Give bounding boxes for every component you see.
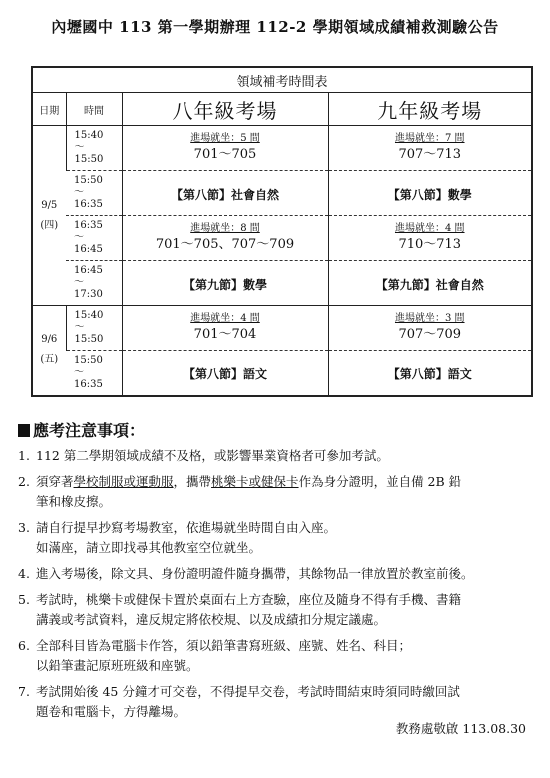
grade9-cell bbox=[328, 216, 532, 261]
grade9-cell bbox=[328, 261, 532, 306]
subject-label: 【第九節】數學 bbox=[182, 277, 267, 292]
time-cell: 15:40 ～ 15:50 bbox=[66, 126, 122, 171]
time-cell: 16:35 ～ 16:45 bbox=[66, 216, 122, 261]
list-item: 2. 須穿著學校制服或運動服，攜帶桃樂卡或健保卡作為身分證明，並自備 2B 鉛 筆和橡皮擦。 bbox=[18, 474, 462, 509]
seating-tag: 進場就坐：4 間 bbox=[394, 223, 465, 234]
day-date: 9/6 bbox=[41, 334, 58, 346]
table-row bbox=[32, 351, 532, 396]
table-row bbox=[32, 261, 532, 306]
header-time: 時間 bbox=[66, 93, 122, 126]
subject-label: 【第八節】社會自然 bbox=[170, 187, 279, 202]
grade8-cell bbox=[122, 351, 328, 396]
grade9-cell bbox=[328, 306, 532, 351]
header-grade8: 八年級考場 bbox=[122, 93, 328, 126]
notes-heading: 應考注意事項： bbox=[18, 418, 145, 441]
header-grade9: 九年級考場 bbox=[328, 93, 532, 126]
table-caption: 領域補考時間表 bbox=[32, 67, 532, 93]
time-cell: 16:45 ～ 17:30 bbox=[66, 261, 122, 306]
page-title: 內壢國中 113 第一學期辦理 112-2 學期領域成績補救測驗公告 bbox=[51, 18, 499, 36]
table-row bbox=[32, 126, 532, 171]
header-date: 日期 bbox=[32, 93, 66, 126]
grade8-cell bbox=[122, 126, 328, 171]
table-row bbox=[32, 306, 532, 351]
grade9-cell bbox=[328, 171, 532, 216]
grade8-cell bbox=[122, 306, 328, 351]
grade8-cell bbox=[122, 171, 328, 216]
time-cell: 15:50 ～ 16:35 bbox=[66, 171, 122, 216]
grade9-cell bbox=[328, 351, 532, 396]
exam-schedule-table bbox=[31, 66, 533, 397]
day-weekday: (五) bbox=[40, 354, 59, 366]
room-range: 701～705 bbox=[193, 147, 257, 162]
seating-tag: 進場就坐：8 間 bbox=[190, 223, 260, 234]
day-date: 9/5 bbox=[41, 199, 58, 211]
subject-label: 【第八節】語文 bbox=[182, 367, 267, 382]
day-weekday: (四) bbox=[40, 219, 59, 231]
seating-tag: 進場就坐：7 間 bbox=[394, 133, 465, 144]
square-bullet-icon bbox=[18, 424, 30, 437]
room-range: 701～705、707～709 bbox=[155, 237, 295, 252]
seating-tag: 進場就坐：3 間 bbox=[394, 313, 465, 324]
time-cell: 15:50 ～ 16:35 bbox=[74, 354, 103, 390]
list-item: 1. 112 第二學期領域成績不及格，或影響畢業資格者可參加考試。 bbox=[18, 448, 389, 463]
subject-label: 【第九節】社會自然 bbox=[375, 277, 484, 292]
list-item: 5. 考試時，桃樂卡或健保卡置於桌面右上方查驗，座位及隨身不得有手機、書籍 講義或考試資料，違反規定將依校規、以及成績扣分規定議處。 bbox=[18, 592, 462, 627]
list-item: 7. 考試開始後 45 分鐘才可交卷，不得提早交卷，考試時間結束時須同時繳回試 題卷和電腦卡，方得離場。 bbox=[18, 684, 460, 719]
table-row bbox=[32, 171, 532, 216]
day-cell bbox=[32, 126, 66, 306]
day-cell bbox=[32, 306, 66, 396]
notes-list bbox=[18, 446, 538, 728]
room-range: 707～713 bbox=[398, 147, 462, 162]
subject-label: 【第八節】語文 bbox=[387, 367, 472, 382]
room-range: 710～713 bbox=[398, 237, 462, 252]
grade9-cell bbox=[328, 126, 532, 171]
time-cell: 15:40 ～ 15:50 bbox=[66, 306, 122, 351]
seating-tag: 進場就坐：4 間 bbox=[190, 313, 260, 324]
seating-tag: 進場就坐：5 間 bbox=[190, 133, 260, 144]
table-row bbox=[32, 216, 532, 261]
subject-label: 【第八節】數學 bbox=[387, 187, 472, 202]
signature: 教務處敬啟 113.08.30 bbox=[395, 721, 526, 736]
list-item: 6. 全部科目皆為電腦卡作答，須以鉛筆書寫班級、座號、姓名、科目； 以鉛筆畫記原班班級和座號。 bbox=[18, 638, 412, 673]
grade8-cell bbox=[122, 261, 328, 306]
grade8-cell bbox=[122, 216, 328, 261]
list-item: 4. 進入考場後，除文具、身份證明證件隨身攜帶，其餘物品一律放置於教室前後。 bbox=[18, 566, 474, 581]
room-range: 701～704 bbox=[193, 327, 257, 342]
room-range: 707～709 bbox=[398, 327, 462, 342]
list-item: 3. 請自行提早抄寫考場教室，依進場就坐時間自由入座。 如滿座，請立即找尋其他教室空位就坐。 bbox=[18, 520, 337, 555]
